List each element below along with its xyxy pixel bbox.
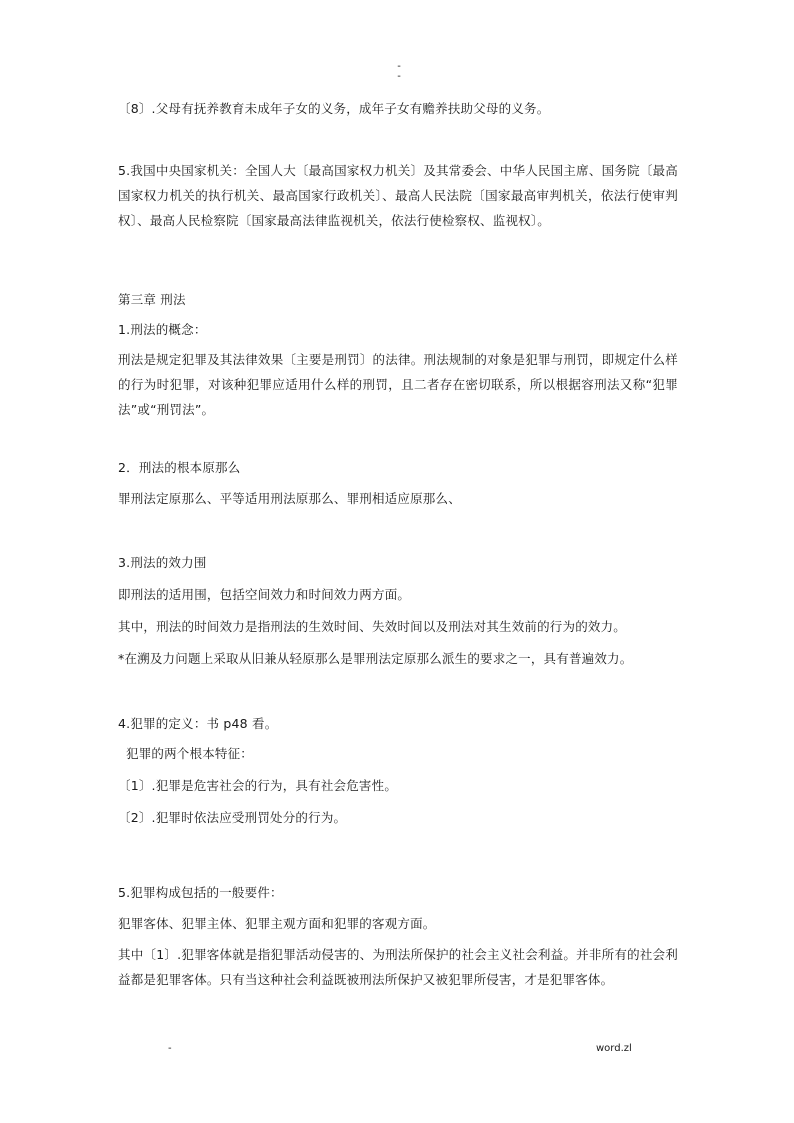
paragraph-central-organs: 5.我国中央国家机关：全国人大〔最高国家权力机关〕及其常委会、中华人民国主席、国务院〔最高国家权力机关的执行机关、最高国家行政机关〕、最高人民法院〔国家最高审判机关，依法行使审判权〕、最高人民检察院〔国家最高法律监视机关，依法行使检察权、监视权〕。 — [118, 163, 678, 228]
paragraph-crime-object: 其中〔1〕.犯罪客体就是指犯罪活动侵害的、为刑法所保护的社会主义社会利益。并非所有的社会利益都是犯罪客体。只有当这种社会利益既被刑法所保护又被犯罪所侵害，才是犯罪客体。 — [118, 947, 678, 987]
footer-left-mark: - — [168, 1043, 172, 1054]
paragraph-feature-1: 〔1〕.犯罪是危害社会的行为，具有社会危害性。 — [118, 778, 398, 793]
paragraph-criminal-law-concept: 刑法是规定犯罪及其法律效果〔主要是刑罚〕的法律。刑法规制的对象是犯罪与刑罚，即规定什么样的行为时犯罪，对该种犯罪应适用什么样的刑罚，且二者存在密切联系，所以根据容刑法又称“犯罪法”或“刑罚法”。 — [118, 352, 678, 417]
paragraph-crime-features: 犯罪的两个根本特征： — [126, 746, 254, 761]
paragraph-time-effect: 其中，刑法的时间效力是指刑法的生效时间、失效时间以及刑法对其生效前的行为的效力。 — [118, 619, 627, 634]
section-heading-3: 3.刑法的效力围 — [118, 555, 207, 570]
section-heading-5: 5.犯罪构成包括的一般要件： — [118, 885, 283, 900]
paragraph-feature-2: 〔2〕.犯罪时依法应受刑罚处分的行为。 — [118, 810, 347, 825]
paragraph-retroactivity: *在溯及力问题上采取从旧兼从轻原那么是罪刑法定原那么派生的要求之一，具有普遍效力。 — [118, 651, 633, 666]
footer-source-label: word.zl — [596, 1043, 632, 1054]
chapter-title: 第三章 刑法 — [118, 292, 186, 307]
header-mark-bottom: - — [397, 71, 401, 82]
section-heading-4: 4.犯罪的定义：书 p48 看。 — [118, 716, 278, 731]
section-heading-2: 2．刑法的根本原那么 — [118, 460, 241, 475]
header-mark-top: - — [397, 61, 401, 72]
paragraph-scope: 即刑法的适用围，包括空间效力和时间效力两方面。 — [118, 587, 411, 602]
section-heading-1: 1.刑法的概念： — [118, 322, 207, 337]
paragraph-elements: 犯罪客体、犯罪主体、犯罪主观方面和犯罪的客观方面。 — [118, 916, 436, 931]
paragraph-principles: 罪刑法定原那么、平等适用刑法原那么、罪刑相适应原那么、 — [118, 491, 461, 506]
paragraph-parent-duty: 〔8〕.父母有抚养教育未成年子女的义务，成年子女有赡养扶助父母的义务。 — [118, 101, 550, 116]
